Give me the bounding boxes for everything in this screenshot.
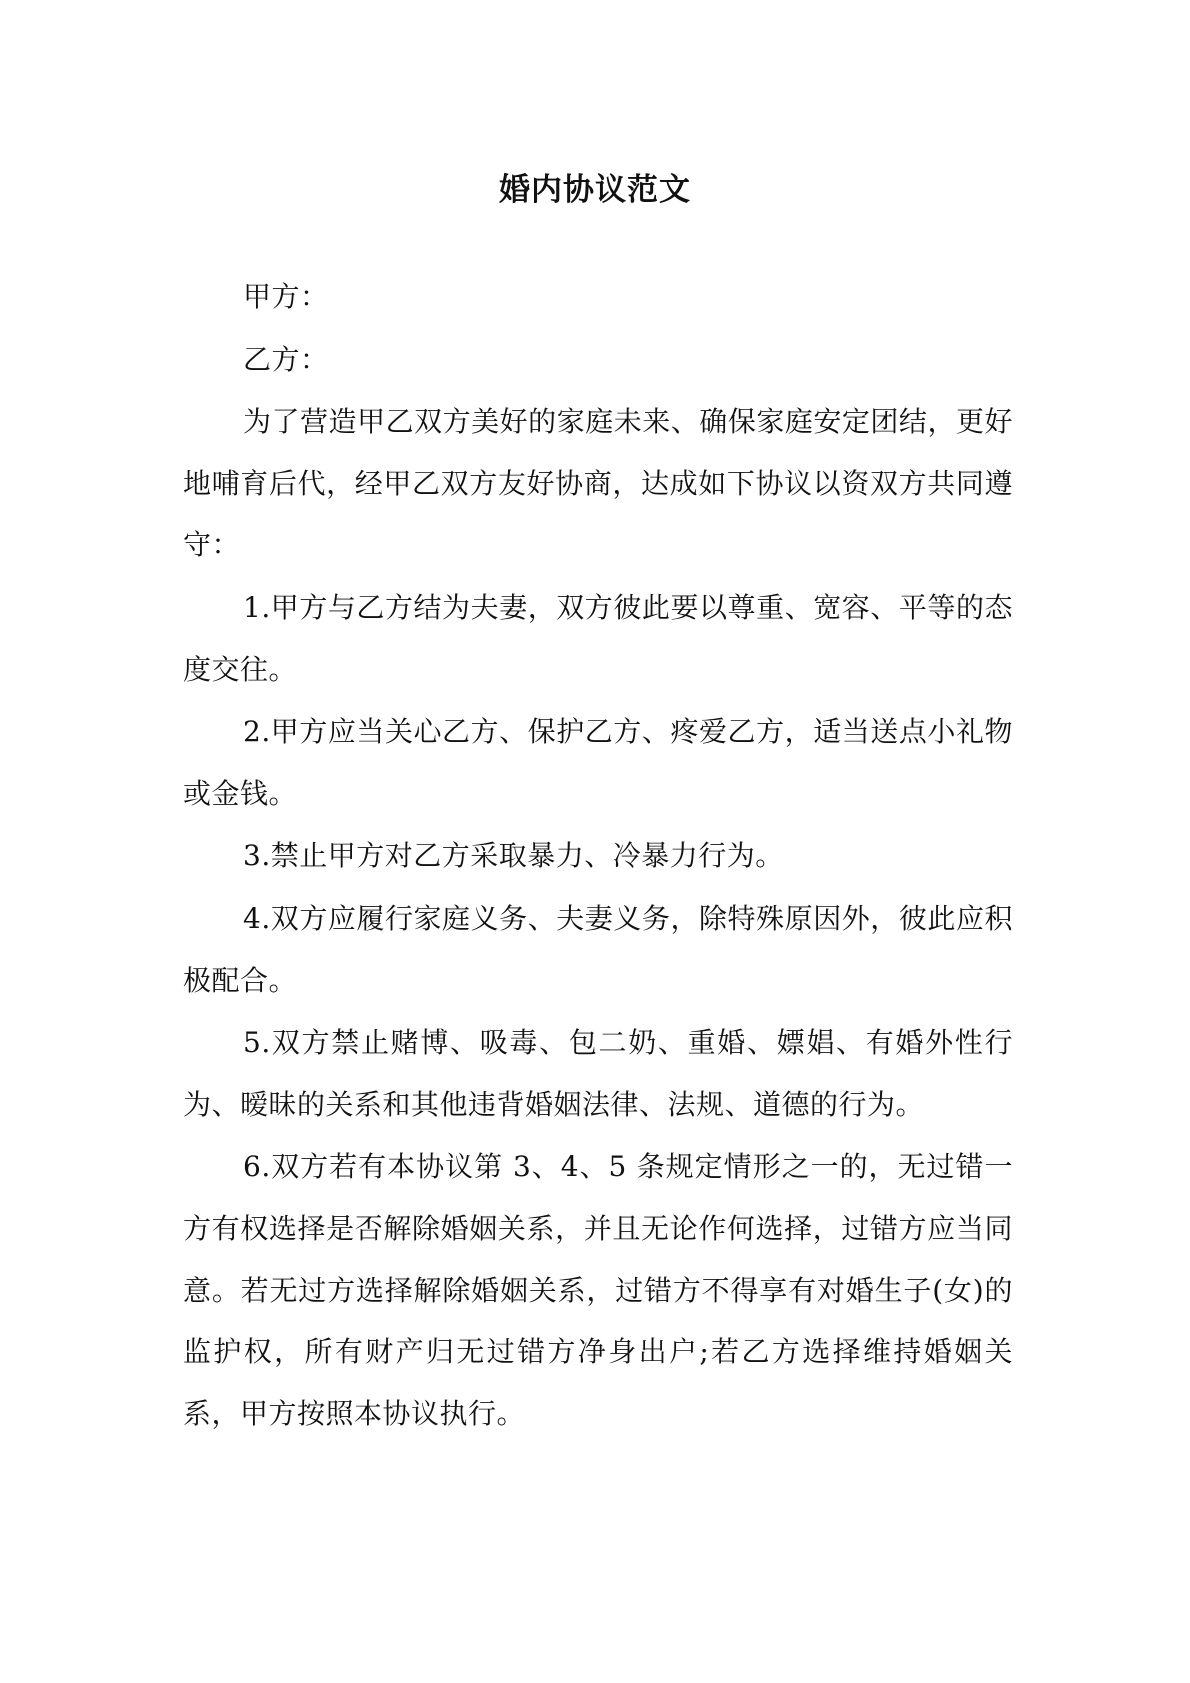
clause-5: 5.双方禁止赌博、吸毒、包二奶、重婚、嫖娼、有婚外性行为、暧昧的关系和其他违背婚姻法律、法规、道德的行为。 [183, 1026, 1013, 1121]
document-body [183, 266, 1013, 1445]
preamble-paragraph: 为了营造甲乙双方美好的家庭未来、确保家庭安定团结，更好地哺育后代，经甲乙双方友好协商，达成如下协议以资双方共同遵守： [183, 405, 1013, 562]
party-b-line: 乙方： [243, 342, 329, 376]
document-title: 婚内协议范文 [499, 172, 691, 208]
clause-3: 3.禁止甲方对乙方采取暴力、冷暴力行为。 [243, 839, 784, 873]
clause-1: 1.甲方与乙方结为夫妻，双方彼此要以尊重、宽容、平等的态度交往。 [183, 590, 1013, 686]
clause-4: 4.双方应履行家庭义务、夫妻义务，除特殊原因外，彼此应积极配合。 [183, 901, 1013, 997]
party-a-line: 甲方： [243, 280, 329, 313]
clause-6: 6.双方若有本协议第 3、4、5 条规定情形之一的，无过错一方有权选择是否解除婚姻关系，并且无论作何选择，过错方应当同意。若无过方选择解除婚姻关系，过错方不得享有对婚生子(女)的监护权，所有财产归无过错方净身出户;若乙方选择维持婚姻关系，甲方按照本协议执行。 [183, 1150, 1013, 1430]
clause-2: 2.甲方应当关心乙方、保护乙方、疼爱乙方，适当送点小礼物或金钱。 [183, 715, 1013, 810]
